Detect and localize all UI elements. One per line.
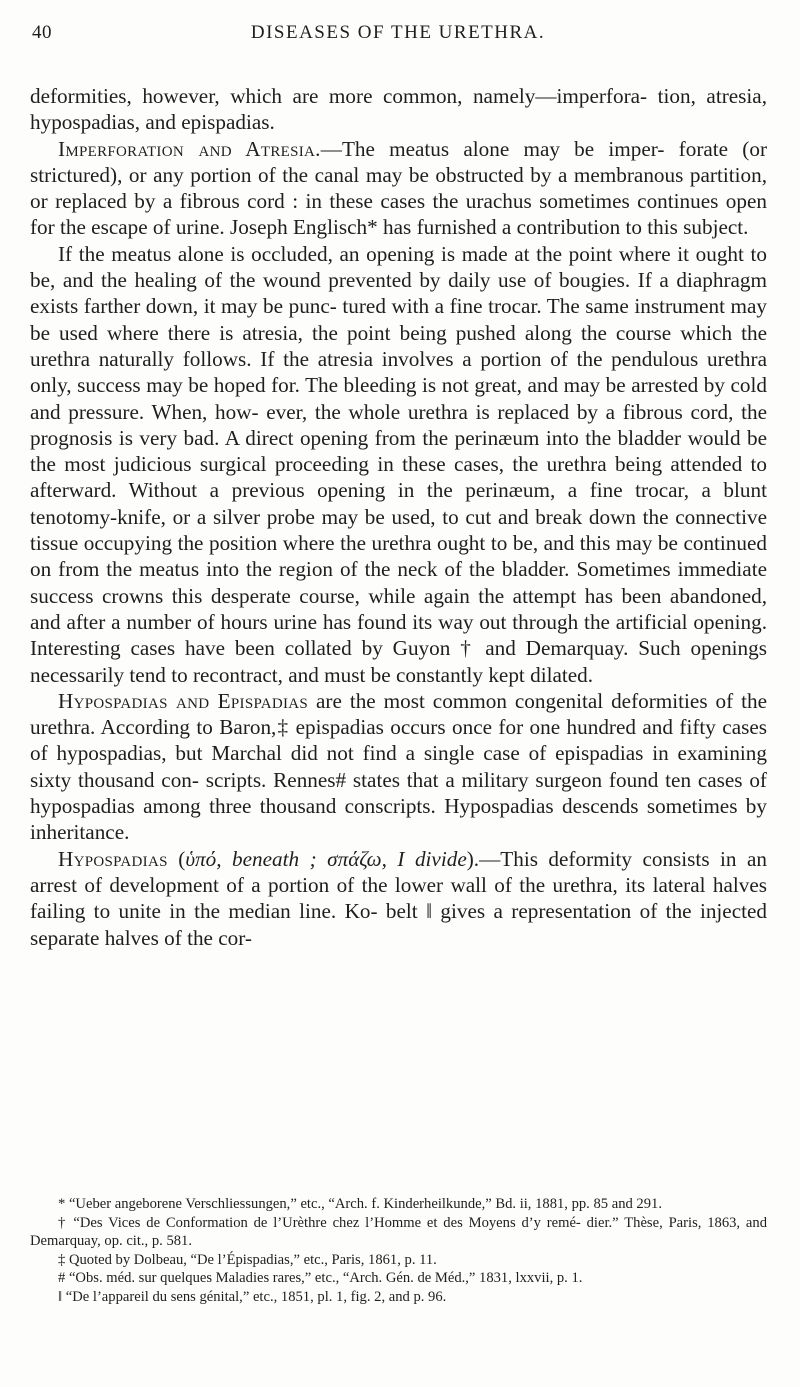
paragraph-treatment: If the meatus alone is occluded, an opening is made at the point where it ought to be, and the healing of the wound prevented by daily use of bougies. If a diaphragm exists farther down, it may be punc- tured with a fine trocar. The same instrument may be used where there is atresia, the point being pushed along the course which the urethra naturally follows. If the atresia involves a portion of the pendulous urethra only, success may be hoped for. The bleeding is not great, and may be arrested by cold and pressure. When, how- ever, the whole urethra is replaced by a fibrous cord, the prognosis is very bad. A direct opening from the perinæum into the bladder would be the most judicious surgical proceeding in these cases, the urethra being attended to afterward. Without a previous opening in the perinæum, a fine trocar, a blunt tenotomy-knife, or a silver probe may be used, to cut and break down the connective tissue occupying the position where the urethra ought to be, and this may be continued on from the meatus into the region of the neck of the bladder. Sometimes immediate success crowns this desperate course, while again the attempt has been abandoned, and after a number of hours urine has found its way out through the artificial opening. Interesting cases have been collated by Guyon † and Demarquay. Such openings necessarily tend to recontract, and must be constantly kept dilated. [30, 241, 767, 687]
footnotes [30, 1195, 767, 1306]
footnote-marker: * [367, 215, 378, 240]
paragraph-intro: deformities, however, which are more common, namely—imperfora- tion, atresia, hypospadias, and epispadias. [30, 84, 767, 135]
footnote-marker: ‡ [276, 715, 290, 740]
section-heading-hypospadias-epispadias: Hypospadias and Epispadias [58, 688, 309, 713]
footnote-marker: † [460, 636, 476, 661]
greek-term: ὑπό [185, 846, 217, 871]
footnote-marker: ‖ [426, 899, 433, 924]
paragraph-hypospadias: Hypospadias (ὑπό, beneath ; σπάζω, I divide).—This deformity consists in an arrest of development of a portion of the lower wall of the urethra, its lateral halves failing to unite in the median line. Ko- belt ‖ gives a representation of the injected separate halves of the cor- [30, 846, 768, 950]
page-header [30, 22, 766, 56]
section-heading-imperforation: Imperforation and Atresia. [58, 136, 321, 161]
footnote: * “Ueber angeborene Verschliessungen,” etc., “Arch. f. Kinderheilkunde,” Bd. ii, 1881, pp. 85 and 291. [58, 1196, 662, 1212]
body-text [30, 83, 767, 951]
running-title: DISEASES OF THE URETHRA. [250, 22, 546, 43]
section-heading-hypospadias: Hypospadias [58, 846, 168, 871]
footnote: ‖ “De l’appareil du sens génital,” etc., 1851, pl. 1, fig. 2, and p. 96. [58, 1288, 447, 1305]
paragraph-imperforation: Imperforation and Atresia.—The meatus alone may be imper- forate (or strictured), or any portion of the canal may be obstructed by a membranous partition, or replaced by a fibrous cord : in these cases the urachus sometimes continues open for the escape of urine. Joseph Englisch* has furnished a contribution to this subject. [30, 136, 768, 240]
footnote: # “Obs. méd. sur quelques Maladies rares,” etc., “Arch. Gén. de Méd.,” 1831, lxxvii, p. 1. [58, 1270, 583, 1286]
page-number: 40 [32, 22, 52, 43]
footnote: ‡ Quoted by Dolbeau, “De l’Épispadias,” etc., Paris, 1861, p. 11. [58, 1251, 437, 1268]
footnote: † “Des Vices de Conformation de l’Urèthre chez l’Homme et des Moyens d’y remé- dier.” Thèse, Paris, 1863, and Demarquay, op. cit., p. 581. [30, 1214, 767, 1249]
paragraph-hypospadias-epispadias: Hypospadias and Epispadias are the most common congenital deformities of the urethra. According to Baron,‡ epispadias occurs once for one hundred and fifty cases of hypospadias, but Marchal did not find a single case of epispadias in examining sixty thousand con- scripts. Rennes# states that a military surgeon found ten cases of hypospadias among three thousand conscripts. Hypospadias descends sometimes by inheritance. [30, 688, 768, 845]
greek-term: σπάζω [327, 846, 382, 871]
footnote-marker: # [335, 767, 347, 792]
